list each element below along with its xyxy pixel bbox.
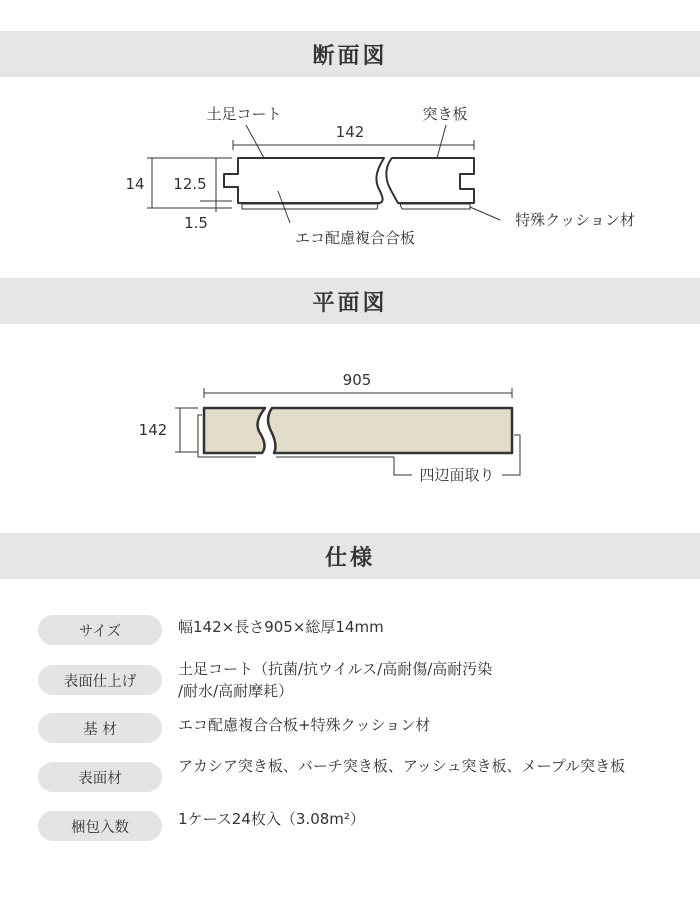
plan-title: 平面図: [312, 290, 388, 316]
spec-value-line: 1ケース24枚入（3.08m²）: [178, 810, 365, 828]
veneer-label: 突き板: [422, 105, 468, 123]
spec-row-packing: [38, 811, 678, 841]
cross-section-header: [0, 31, 700, 77]
spec-row-finish: [38, 660, 678, 702]
board-profile-right: [386, 158, 474, 203]
plan-header: [0, 278, 700, 324]
spec-row-base: [38, 713, 678, 743]
plan-width-value: 142: [138, 421, 168, 439]
plan-length-value: 905: [342, 371, 372, 389]
spec-label-packing: 梱包入数: [38, 811, 162, 841]
specs-header: [0, 533, 700, 579]
spec-value-line: アカシア突き板、バーチ突き板、アッシュ突き板、メープル突き板: [178, 757, 626, 775]
chamfer-label: 四辺面取り: [419, 466, 495, 484]
total-thickness-value: 14: [125, 175, 145, 193]
cushion-thickness-value: 1.5: [184, 214, 208, 232]
spec-row-size: [38, 615, 678, 645]
spec-value-line: /耐水/高耐摩耗）: [178, 682, 294, 700]
plan-board-left: [204, 408, 265, 453]
cushion-label: 特殊クッション材: [515, 211, 635, 229]
cross-section-diagram: [0, 95, 700, 265]
plan-diagram: [0, 355, 700, 495]
base-label: エコ配慮複合合板: [294, 229, 416, 247]
spec-label-surface: 表面材: [38, 762, 162, 792]
spec-value-base: [178, 713, 678, 736]
spec-value-surface: [178, 754, 678, 777]
cross-width-value: 142: [335, 123, 365, 141]
cushion-layer-right: [400, 204, 470, 209]
plan-board-right: [268, 408, 512, 453]
spec-value-line: エコ配慮複合合板+特殊クッション材: [178, 716, 431, 734]
veneer-leader: [437, 125, 446, 158]
base-thickness-value: 12.5: [173, 175, 207, 193]
spec-label-finish: 表面仕上げ: [38, 665, 162, 695]
cushion-leader: [470, 207, 500, 220]
specs-title: 仕様: [324, 545, 375, 571]
spec-value-packing: [178, 807, 678, 830]
spec-row-surface: [38, 757, 678, 792]
cross-section-title: 断面図: [312, 43, 388, 69]
coating-label: 土足コート: [206, 105, 282, 123]
spec-label-size: サイズ: [38, 615, 162, 645]
spec-value-line: 幅142×長さ905×総厚14mm: [178, 618, 384, 636]
spec-label-base: 基 材: [38, 713, 162, 743]
board-profile-left: [224, 158, 384, 203]
cushion-layer-left: [242, 204, 378, 209]
spec-value-size: [178, 615, 678, 638]
coating-leader: [246, 125, 264, 158]
spec-value-line: 土足コート（抗菌/抗ウイルス/高耐傷/高耐汚染: [178, 660, 493, 678]
spec-value-finish: [178, 657, 678, 702]
